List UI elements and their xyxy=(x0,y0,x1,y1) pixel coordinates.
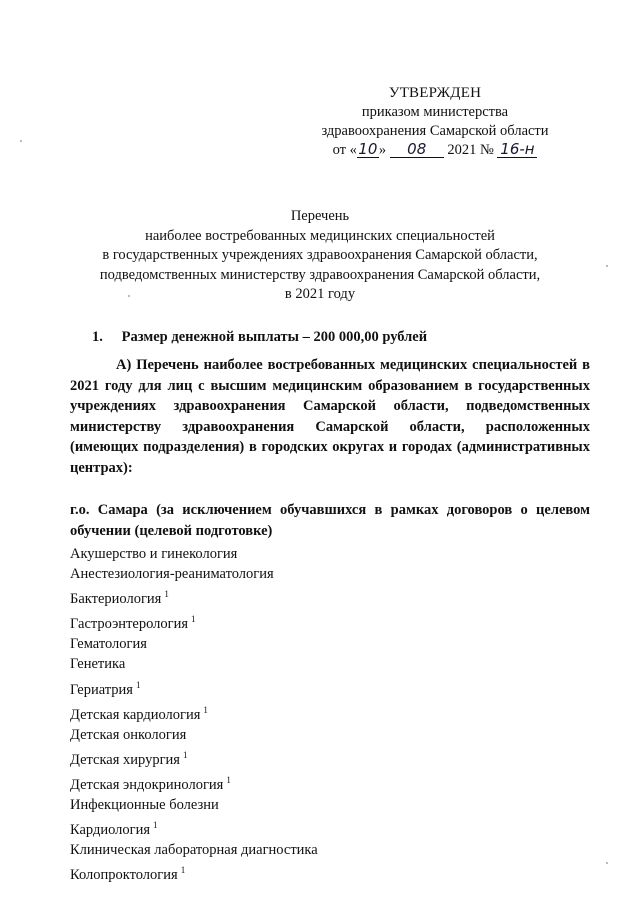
specialty-item xyxy=(70,745,318,770)
specialty-name: Детская кардиология xyxy=(70,706,201,723)
specialty-item xyxy=(70,795,318,815)
section-title: Размер денежной выплаты – 200 000,00 рублей xyxy=(121,329,428,345)
heading-line: подведомственных министерству здравоохранения Самарской области, xyxy=(99,266,541,283)
approval-line-ministry-name: здравоохранения Самарской области xyxy=(321,123,549,139)
specialty-item xyxy=(70,564,318,584)
section-number: 1. xyxy=(92,329,103,345)
heading-line: в 2021 году xyxy=(284,286,356,302)
specialty-name: Акушерство и гинекология xyxy=(70,546,238,562)
approval-title: УТВЕРЖДЕН xyxy=(388,85,482,101)
date-month: 08 xyxy=(390,142,444,158)
scan-speck xyxy=(20,140,22,142)
approval-date-line xyxy=(310,141,560,160)
footnote-mark: 1 xyxy=(180,865,186,876)
specialty-name: Детская эндокринология xyxy=(70,776,224,793)
city-heading: г.о. Самара (за исключением обучавшихся в рамках договоров о целевом обучении (целевой подготовке) xyxy=(70,502,590,539)
scan-speck xyxy=(128,295,130,297)
specialty-item xyxy=(70,700,318,725)
specialty-name: Кардиология xyxy=(70,822,151,839)
specialty-name: Гериатрия xyxy=(70,681,133,698)
specialty-list xyxy=(70,544,318,885)
heading-line: Перечень xyxy=(290,208,350,224)
specialty-name: Генетика xyxy=(70,656,126,673)
specialty-name: Гастроэнтерология xyxy=(70,616,189,633)
specialty-name: Детская онкология xyxy=(70,726,187,743)
specialty-name: Клиническая лабораторная диагностика xyxy=(70,842,318,859)
specialty-item xyxy=(70,634,318,654)
specialty-item xyxy=(70,770,318,795)
heading-line: в государственных учреждениях здравоохранения Самарской области, xyxy=(102,247,538,263)
footnote-mark: 1 xyxy=(135,679,141,690)
specialty-item xyxy=(70,815,318,840)
approval-line-ministry-order: приказом министерства xyxy=(361,104,509,120)
scan-speck xyxy=(606,265,608,267)
order-number: 16-н xyxy=(497,142,537,158)
specialty-name: Колопроктология xyxy=(70,867,178,884)
footnote-mark: 1 xyxy=(203,704,208,715)
specialty-name: Детская хирургия xyxy=(70,751,180,768)
date-prefix: от « xyxy=(332,142,357,158)
date-day: 10 xyxy=(358,140,378,158)
specialty-name: Бактериология xyxy=(70,591,162,608)
specialty-item xyxy=(70,860,318,885)
footnote-mark: 1 xyxy=(226,774,231,785)
heading-line: наиболее востребованных медицинских специальностей xyxy=(145,227,495,244)
specialty-item xyxy=(70,675,318,700)
number-sign: № xyxy=(479,142,494,158)
document-heading xyxy=(60,207,580,305)
specialty-item xyxy=(70,840,318,860)
paragraph-a: А) Перечень наиболее востребованных медицинских специальностей в 2021 году для лиц с высшим медицинским образованием в государственных учреждениях здравоохранения Самарской области, подведомственных министерству здравоохранения Самарской области, расположенных (имеющих подразделения) в городских округах и городах (административных центрах): xyxy=(70,357,590,476)
specialty-item xyxy=(70,654,318,674)
footnote-mark: 1 xyxy=(153,820,158,831)
specialty-name: Анестезиология-реаниматология xyxy=(70,566,274,583)
specialty-item xyxy=(70,584,318,609)
specialty-name: Инфекционные болезни xyxy=(70,797,219,814)
approval-stamp xyxy=(310,84,560,160)
specialty-item xyxy=(70,609,318,634)
footnote-mark: 1 xyxy=(182,749,188,760)
date-mid: » xyxy=(378,142,387,158)
specialty-name: Гематология xyxy=(70,636,147,653)
footnote-mark: 1 xyxy=(164,589,169,600)
scan-speck xyxy=(606,862,608,864)
footnote-mark: 1 xyxy=(191,614,196,625)
section-heading xyxy=(70,329,590,346)
specialty-item xyxy=(70,725,318,745)
date-year: 2021 xyxy=(447,142,477,158)
specialty-item xyxy=(70,544,318,564)
